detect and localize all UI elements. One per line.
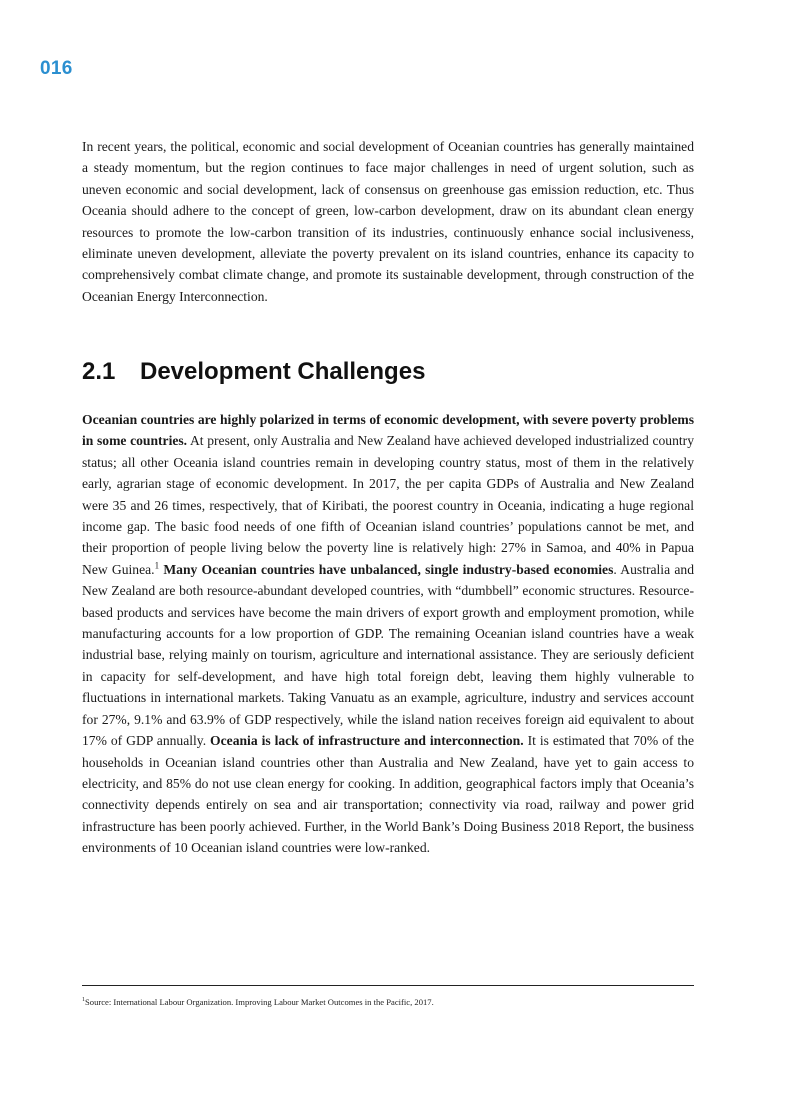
section-title: Development Challenges — [140, 358, 426, 385]
section-number: 2.1 — [82, 358, 116, 385]
key-point-infrastructure: Oceania is lack of infrastructure and interconnection. — [206, 733, 524, 749]
paragraph-text-3: It is estimated that 70% of the households in Oceanian island countries other than Australia and New Zealand, have yet to gain access to electricity, and 85% do not use clean energy for cooking. In addition, geographical factors imply that Oceania’s connectivity depends entirely on sea and air transportation; connectivity via road, railway and power grid infrastructure has been poorly achieved. Further, in the World Bank’s Doing Business 2018 Report, the business environments of 10 Oceanian island countries were low-ranked. — [82, 733, 694, 856]
footnote-divider — [82, 985, 694, 986]
page-number: 016 — [40, 58, 73, 79]
section-heading — [82, 358, 425, 386]
footnote-reference[interactable]: 1 — [154, 560, 160, 571]
intro-paragraph: In recent years, the political, economic and social development of Oceanian countries has generally maintained a steady momentum, but the region continues to face major challenges in need of urgent solution, such as uneven economic and social development, lack of consensus on greenhouse gas emission reduction, etc. Thus Oceania should adhere to the concept of green, low-carbon development, draw on its abundant clean energy resources to promote the low-carbon transition of its industries, continuously enhance social inclusiveness, eliminate uneven development, alleviate the poverty prevalent on its island countries, enhance its capacity to comprehensively combat climate change, and promote its sustainable development, through construction of the Oceanian Energy Interconnection. — [82, 139, 694, 304]
paragraph-text-2: . Australia and New Zealand are both resource-abundant developed countries, with “dumbbell” economic structures. Resource-based products and services have become the main drivers of export growth and employment promotion, while manufacturing accounts for a low proportion of GDP. The remaining Oceanian island countries have a weak industrial base, relying mainly on tourism, agriculture and international assistance. They are seriously deficient in capacity for self-development, and have high total foreign debt, leaving them highly vulnerable to fluctuations in international markets. Taking Vanuatu as an example, agriculture, industry and services account for 27%, 9.1% and 63.9% of GDP respectively, while the island nation receives foreign aid equivalent to about 17% of GDP annually. — [82, 561, 694, 749]
footnote-text: Source: International Labour Organization. Improving Labour Market Outcomes in the Pacific, 2017. — [85, 997, 434, 1007]
key-point-polarization: Oceanian countries are highly polarized in terms of economic development, with severe poverty problems in some countries. — [82, 412, 694, 449]
section-paragraph — [82, 409, 694, 859]
key-point-unbalanced-economies: Many Oceanian countries have unbalanced, single industry-based economies — [159, 561, 614, 577]
footnote-marker: 1 — [82, 997, 85, 1004]
footnote — [82, 997, 434, 1007]
paragraph-text-1: At present, only Australia and New Zealand have achieved developed industrialized country status; all other Oceania island countries remain in developing country status, most of them in the relatively early, agrarian stage of economic development. In 2017, the per capita GDPs of Australia and New Zealand were 35 and 26 times, respectively, that of Kiribati, the poorest country in Oceania, indicating a huge regional income gap. The basic food needs of one fifth of Oceanian island countries’ populations cannot be met, and their proportion of people living below the poverty line is relatively high: 27% in Samoa, and 40% in Papua New Guinea. — [82, 433, 694, 577]
